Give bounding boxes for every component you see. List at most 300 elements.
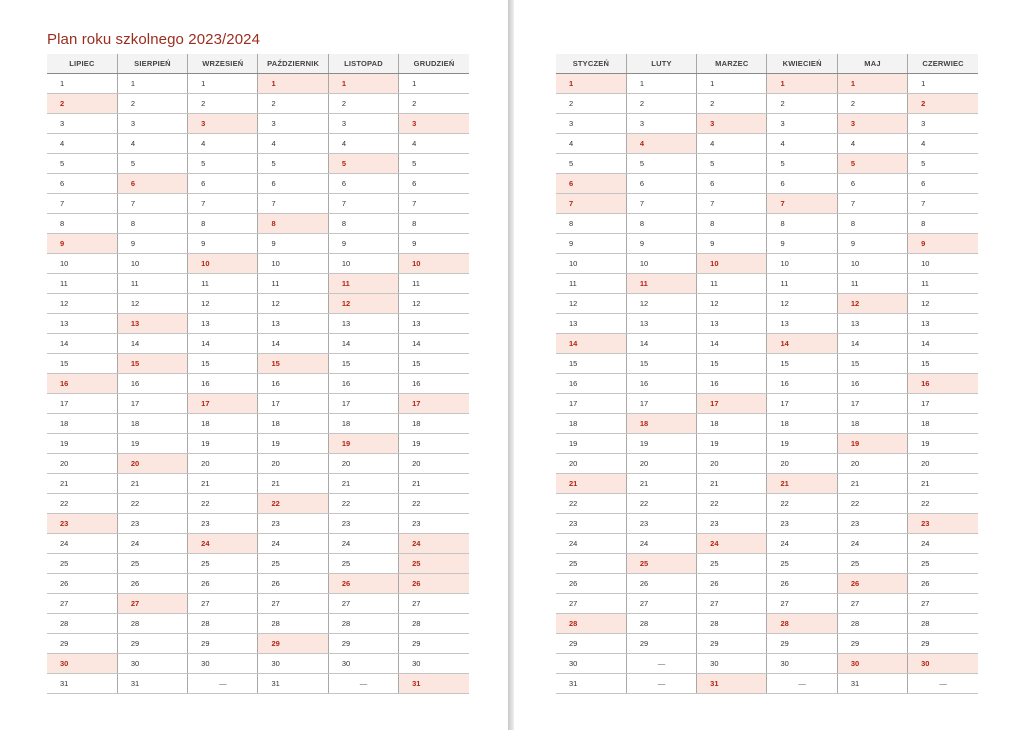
day-cell: 29 bbox=[47, 634, 117, 654]
day-cell: 29 bbox=[908, 634, 978, 654]
day-row bbox=[47, 594, 469, 614]
highlighted-day-cell: 14 bbox=[767, 334, 837, 354]
day-cell: 20 bbox=[697, 454, 767, 474]
day-row bbox=[47, 154, 469, 174]
day-cell: 10 bbox=[837, 254, 907, 274]
day-cell: 2 bbox=[626, 94, 696, 114]
day-row bbox=[556, 414, 978, 434]
day-cell: 25 bbox=[188, 554, 258, 574]
highlighted-day-cell: 27 bbox=[117, 594, 187, 614]
day-row bbox=[47, 134, 469, 154]
highlighted-day-cell: 3 bbox=[188, 114, 258, 134]
month-header: KWIECIEŃ bbox=[767, 54, 837, 74]
day-cell: 4 bbox=[188, 134, 258, 154]
month-header: STYCZEŃ bbox=[556, 54, 626, 74]
day-row bbox=[556, 194, 978, 214]
highlighted-day-cell: 16 bbox=[908, 374, 978, 394]
month-header: SIERPIEŃ bbox=[117, 54, 187, 74]
day-cell: 8 bbox=[626, 214, 696, 234]
day-row bbox=[556, 434, 978, 454]
day-cell: 12 bbox=[47, 294, 117, 314]
empty-day-cell: — bbox=[328, 674, 398, 694]
day-cell: 7 bbox=[258, 194, 328, 214]
highlighted-day-cell: 29 bbox=[258, 634, 328, 654]
highlighted-day-cell: 17 bbox=[697, 394, 767, 414]
highlighted-day-cell: 7 bbox=[767, 194, 837, 214]
day-cell: 15 bbox=[47, 354, 117, 374]
day-cell: 30 bbox=[188, 654, 258, 674]
day-row bbox=[556, 394, 978, 414]
day-row bbox=[47, 174, 469, 194]
day-cell: 29 bbox=[117, 634, 187, 654]
highlighted-day-cell: 9 bbox=[908, 234, 978, 254]
day-cell: 26 bbox=[697, 574, 767, 594]
day-cell: 23 bbox=[626, 514, 696, 534]
day-row bbox=[556, 354, 978, 374]
empty-day-cell: — bbox=[626, 654, 696, 674]
day-cell: 23 bbox=[258, 514, 328, 534]
day-cell: 29 bbox=[767, 634, 837, 654]
day-cell: 22 bbox=[117, 494, 187, 514]
month-header: WRZESIEŃ bbox=[188, 54, 258, 74]
day-cell: 3 bbox=[556, 114, 626, 134]
day-row bbox=[47, 274, 469, 294]
day-cell: 1 bbox=[47, 74, 117, 94]
day-cell: 29 bbox=[328, 634, 398, 654]
day-cell: 24 bbox=[837, 534, 907, 554]
day-row bbox=[47, 74, 469, 94]
day-row bbox=[556, 654, 978, 674]
day-cell: 15 bbox=[188, 354, 258, 374]
day-cell: 4 bbox=[697, 134, 767, 154]
day-row bbox=[47, 474, 469, 494]
day-cell: 31 bbox=[556, 674, 626, 694]
highlighted-day-cell: 12 bbox=[837, 294, 907, 314]
day-row bbox=[47, 294, 469, 314]
day-cell: 29 bbox=[626, 634, 696, 654]
day-cell: 5 bbox=[767, 154, 837, 174]
day-cell: 20 bbox=[188, 454, 258, 474]
day-cell: 21 bbox=[328, 474, 398, 494]
day-cell: 30 bbox=[399, 654, 469, 674]
day-cell: 6 bbox=[697, 174, 767, 194]
day-cell: 21 bbox=[47, 474, 117, 494]
highlighted-day-cell: 21 bbox=[556, 474, 626, 494]
day-cell: 20 bbox=[47, 454, 117, 474]
day-cell: 5 bbox=[117, 154, 187, 174]
day-cell: 19 bbox=[697, 434, 767, 454]
day-cell: 20 bbox=[556, 454, 626, 474]
day-cell: 11 bbox=[767, 274, 837, 294]
day-cell: 18 bbox=[328, 414, 398, 434]
day-cell: 12 bbox=[399, 294, 469, 314]
day-cell: 4 bbox=[767, 134, 837, 154]
day-cell: 16 bbox=[258, 374, 328, 394]
highlighted-day-cell: 17 bbox=[399, 394, 469, 414]
day-cell: 19 bbox=[556, 434, 626, 454]
day-row bbox=[47, 94, 469, 114]
highlighted-day-cell: 11 bbox=[328, 274, 398, 294]
day-cell: 12 bbox=[697, 294, 767, 314]
day-cell: 9 bbox=[767, 234, 837, 254]
day-cell: 5 bbox=[908, 154, 978, 174]
day-cell: 2 bbox=[328, 94, 398, 114]
day-cell: 26 bbox=[767, 574, 837, 594]
day-cell: 2 bbox=[556, 94, 626, 114]
day-cell: 27 bbox=[328, 594, 398, 614]
day-cell: 6 bbox=[399, 174, 469, 194]
day-cell: 3 bbox=[908, 114, 978, 134]
day-cell: 2 bbox=[837, 94, 907, 114]
day-cell: 9 bbox=[328, 234, 398, 254]
empty-day-cell: — bbox=[626, 674, 696, 694]
day-cell: 7 bbox=[328, 194, 398, 214]
highlighted-day-cell: 12 bbox=[328, 294, 398, 314]
day-cell: 7 bbox=[697, 194, 767, 214]
day-cell: 18 bbox=[47, 414, 117, 434]
day-cell: 3 bbox=[767, 114, 837, 134]
day-row bbox=[556, 674, 978, 694]
highlighted-day-cell: 9 bbox=[47, 234, 117, 254]
day-row bbox=[556, 134, 978, 154]
month-header: GRUDZIEŃ bbox=[399, 54, 469, 74]
day-cell: 4 bbox=[258, 134, 328, 154]
day-row bbox=[47, 614, 469, 634]
day-cell: 5 bbox=[47, 154, 117, 174]
day-cell: 28 bbox=[837, 614, 907, 634]
day-cell: 27 bbox=[697, 594, 767, 614]
day-cell: 22 bbox=[328, 494, 398, 514]
empty-day-cell: — bbox=[767, 674, 837, 694]
day-cell: 12 bbox=[908, 294, 978, 314]
day-row bbox=[556, 474, 978, 494]
day-cell: 12 bbox=[626, 294, 696, 314]
day-cell: 25 bbox=[837, 554, 907, 574]
day-cell: 9 bbox=[626, 234, 696, 254]
day-cell: 17 bbox=[328, 394, 398, 414]
highlighted-day-cell: 6 bbox=[556, 174, 626, 194]
day-cell: 24 bbox=[258, 534, 328, 554]
day-cell: 4 bbox=[556, 134, 626, 154]
day-row bbox=[47, 574, 469, 594]
day-cell: 16 bbox=[556, 374, 626, 394]
highlighted-day-cell: 22 bbox=[258, 494, 328, 514]
highlighted-day-cell: 1 bbox=[556, 74, 626, 94]
day-cell: 6 bbox=[767, 174, 837, 194]
highlighted-day-cell: 8 bbox=[258, 214, 328, 234]
highlighted-day-cell: 15 bbox=[258, 354, 328, 374]
day-cell: 5 bbox=[626, 154, 696, 174]
day-cell: 15 bbox=[328, 354, 398, 374]
highlighted-day-cell: 3 bbox=[837, 114, 907, 134]
day-row bbox=[47, 654, 469, 674]
day-cell: 23 bbox=[837, 514, 907, 534]
day-cell: 3 bbox=[328, 114, 398, 134]
day-cell: 16 bbox=[188, 374, 258, 394]
day-cell: 19 bbox=[47, 434, 117, 454]
day-cell: 19 bbox=[908, 434, 978, 454]
day-cell: 28 bbox=[328, 614, 398, 634]
day-cell: 23 bbox=[188, 514, 258, 534]
day-cell: 22 bbox=[399, 494, 469, 514]
day-cell: 21 bbox=[117, 474, 187, 494]
calendar-table-left bbox=[47, 54, 469, 694]
day-cell: 22 bbox=[47, 494, 117, 514]
day-cell: 11 bbox=[837, 274, 907, 294]
day-cell: 29 bbox=[556, 634, 626, 654]
day-row bbox=[47, 254, 469, 274]
day-row bbox=[47, 454, 469, 474]
day-cell: 22 bbox=[837, 494, 907, 514]
day-row bbox=[556, 494, 978, 514]
day-cell: 10 bbox=[908, 254, 978, 274]
highlighted-day-cell: 21 bbox=[767, 474, 837, 494]
day-cell: 15 bbox=[399, 354, 469, 374]
day-cell: 28 bbox=[908, 614, 978, 634]
day-cell: 17 bbox=[626, 394, 696, 414]
day-cell: 10 bbox=[47, 254, 117, 274]
day-cell: 10 bbox=[117, 254, 187, 274]
day-cell: 26 bbox=[908, 574, 978, 594]
day-cell: 2 bbox=[188, 94, 258, 114]
day-cell: 18 bbox=[767, 414, 837, 434]
day-cell: 20 bbox=[258, 454, 328, 474]
day-cell: 24 bbox=[767, 534, 837, 554]
day-cell: 20 bbox=[328, 454, 398, 474]
day-row bbox=[556, 294, 978, 314]
day-row bbox=[47, 334, 469, 354]
day-row bbox=[47, 554, 469, 574]
day-cell: 11 bbox=[47, 274, 117, 294]
day-cell: 14 bbox=[697, 334, 767, 354]
highlighted-day-cell: 3 bbox=[697, 114, 767, 134]
day-cell: 19 bbox=[258, 434, 328, 454]
highlighted-day-cell: 6 bbox=[117, 174, 187, 194]
day-cell: 30 bbox=[767, 654, 837, 674]
highlighted-day-cell: 1 bbox=[258, 74, 328, 94]
highlighted-day-cell: 23 bbox=[47, 514, 117, 534]
day-cell: 22 bbox=[767, 494, 837, 514]
month-header-row bbox=[556, 54, 978, 74]
highlighted-day-cell: 4 bbox=[626, 134, 696, 154]
day-cell: 30 bbox=[697, 654, 767, 674]
day-cell: 16 bbox=[399, 374, 469, 394]
highlighted-day-cell: 5 bbox=[837, 154, 907, 174]
day-cell: 8 bbox=[767, 214, 837, 234]
day-cell: 5 bbox=[258, 154, 328, 174]
day-cell: 4 bbox=[117, 134, 187, 154]
day-cell: 15 bbox=[626, 354, 696, 374]
month-header: LIPIEC bbox=[47, 54, 117, 74]
highlighted-day-cell: 31 bbox=[697, 674, 767, 694]
day-cell: 26 bbox=[258, 574, 328, 594]
day-cell: 4 bbox=[908, 134, 978, 154]
day-cell: 26 bbox=[117, 574, 187, 594]
month-header: LISTOPAD bbox=[328, 54, 398, 74]
highlighted-day-cell: 24 bbox=[188, 534, 258, 554]
highlighted-day-cell: 7 bbox=[556, 194, 626, 214]
day-cell: 28 bbox=[697, 614, 767, 634]
day-cell: 28 bbox=[626, 614, 696, 634]
highlighted-day-cell: 26 bbox=[328, 574, 398, 594]
day-cell: 4 bbox=[47, 134, 117, 154]
day-cell: 29 bbox=[837, 634, 907, 654]
day-cell: 1 bbox=[697, 74, 767, 94]
day-row bbox=[556, 254, 978, 274]
day-cell: 22 bbox=[188, 494, 258, 514]
day-cell: 16 bbox=[117, 374, 187, 394]
day-cell: 1 bbox=[399, 74, 469, 94]
day-cell: 20 bbox=[399, 454, 469, 474]
day-cell: 20 bbox=[626, 454, 696, 474]
day-row bbox=[556, 174, 978, 194]
day-cell: 16 bbox=[626, 374, 696, 394]
day-row bbox=[556, 614, 978, 634]
day-row bbox=[556, 634, 978, 654]
day-row bbox=[556, 154, 978, 174]
day-cell: 18 bbox=[117, 414, 187, 434]
day-cell: 13 bbox=[837, 314, 907, 334]
day-cell: 9 bbox=[399, 234, 469, 254]
day-cell: 7 bbox=[47, 194, 117, 214]
day-cell: 22 bbox=[626, 494, 696, 514]
day-cell: 26 bbox=[47, 574, 117, 594]
day-cell: 12 bbox=[188, 294, 258, 314]
day-row bbox=[47, 534, 469, 554]
day-row bbox=[47, 414, 469, 434]
day-cell: 2 bbox=[767, 94, 837, 114]
day-row bbox=[556, 94, 978, 114]
day-cell: 1 bbox=[626, 74, 696, 94]
day-row bbox=[556, 214, 978, 234]
highlighted-day-cell: 13 bbox=[117, 314, 187, 334]
day-row bbox=[556, 554, 978, 574]
day-cell: 27 bbox=[47, 594, 117, 614]
day-cell: 1 bbox=[908, 74, 978, 94]
day-cell: 23 bbox=[328, 514, 398, 534]
day-cell: 6 bbox=[908, 174, 978, 194]
day-cell: 12 bbox=[767, 294, 837, 314]
day-cell: 13 bbox=[626, 314, 696, 334]
day-cell: 9 bbox=[556, 234, 626, 254]
day-row bbox=[556, 314, 978, 334]
day-cell: 28 bbox=[117, 614, 187, 634]
day-cell: 22 bbox=[697, 494, 767, 514]
right-page bbox=[514, 0, 1024, 730]
day-cell: 23 bbox=[399, 514, 469, 534]
calendar-table-right bbox=[556, 54, 978, 694]
highlighted-day-cell: 1 bbox=[767, 74, 837, 94]
day-row bbox=[556, 534, 978, 554]
day-row bbox=[556, 514, 978, 534]
day-cell: 5 bbox=[188, 154, 258, 174]
day-cell: 16 bbox=[837, 374, 907, 394]
day-cell: 10 bbox=[328, 254, 398, 274]
day-cell: 11 bbox=[908, 274, 978, 294]
day-cell: 27 bbox=[837, 594, 907, 614]
highlighted-day-cell: 24 bbox=[399, 534, 469, 554]
day-cell: 26 bbox=[626, 574, 696, 594]
day-cell: 27 bbox=[399, 594, 469, 614]
day-cell: 10 bbox=[258, 254, 328, 274]
day-cell: 8 bbox=[188, 214, 258, 234]
day-cell: 19 bbox=[767, 434, 837, 454]
day-cell: 14 bbox=[188, 334, 258, 354]
highlighted-day-cell: 1 bbox=[328, 74, 398, 94]
day-cell: 18 bbox=[258, 414, 328, 434]
highlighted-day-cell: 10 bbox=[697, 254, 767, 274]
day-row bbox=[556, 574, 978, 594]
highlighted-day-cell: 30 bbox=[837, 654, 907, 674]
day-cell: 14 bbox=[117, 334, 187, 354]
day-cell: 18 bbox=[188, 414, 258, 434]
day-cell: 28 bbox=[47, 614, 117, 634]
day-row bbox=[556, 334, 978, 354]
highlighted-day-cell: 2 bbox=[908, 94, 978, 114]
month-header: CZERWIEC bbox=[908, 54, 978, 74]
day-cell: 13 bbox=[258, 314, 328, 334]
day-row bbox=[47, 234, 469, 254]
day-row bbox=[556, 114, 978, 134]
day-cell: 19 bbox=[188, 434, 258, 454]
day-cell: 7 bbox=[837, 194, 907, 214]
day-cell: 15 bbox=[697, 354, 767, 374]
day-cell: 19 bbox=[117, 434, 187, 454]
day-row bbox=[47, 434, 469, 454]
day-cell: 16 bbox=[767, 374, 837, 394]
day-cell: 6 bbox=[188, 174, 258, 194]
day-cell: 2 bbox=[697, 94, 767, 114]
highlighted-day-cell: 25 bbox=[399, 554, 469, 574]
day-cell: 9 bbox=[697, 234, 767, 254]
day-cell: 11 bbox=[399, 274, 469, 294]
day-cell: 27 bbox=[626, 594, 696, 614]
day-cell: 13 bbox=[328, 314, 398, 334]
day-cell: 7 bbox=[908, 194, 978, 214]
day-row bbox=[47, 314, 469, 334]
day-cell: 25 bbox=[117, 554, 187, 574]
day-cell: 24 bbox=[47, 534, 117, 554]
day-cell: 16 bbox=[328, 374, 398, 394]
day-cell: 9 bbox=[188, 234, 258, 254]
day-cell: 28 bbox=[258, 614, 328, 634]
day-cell: 25 bbox=[258, 554, 328, 574]
day-cell: 17 bbox=[837, 394, 907, 414]
day-row bbox=[556, 234, 978, 254]
day-row bbox=[47, 674, 469, 694]
empty-day-cell: — bbox=[188, 674, 258, 694]
highlighted-day-cell: 26 bbox=[837, 574, 907, 594]
day-cell: 26 bbox=[188, 574, 258, 594]
day-cell: 22 bbox=[908, 494, 978, 514]
day-cell: 21 bbox=[626, 474, 696, 494]
day-cell: 7 bbox=[626, 194, 696, 214]
day-cell: 11 bbox=[258, 274, 328, 294]
day-cell: 14 bbox=[626, 334, 696, 354]
day-cell: 12 bbox=[556, 294, 626, 314]
day-cell: 17 bbox=[258, 394, 328, 414]
day-cell: 8 bbox=[117, 214, 187, 234]
day-cell: 10 bbox=[556, 254, 626, 274]
day-cell: 8 bbox=[908, 214, 978, 234]
day-cell: 17 bbox=[908, 394, 978, 414]
day-cell: 8 bbox=[837, 214, 907, 234]
day-cell: 4 bbox=[328, 134, 398, 154]
day-cell: 31 bbox=[258, 674, 328, 694]
day-cell: 20 bbox=[908, 454, 978, 474]
day-cell: 24 bbox=[626, 534, 696, 554]
day-row bbox=[47, 214, 469, 234]
